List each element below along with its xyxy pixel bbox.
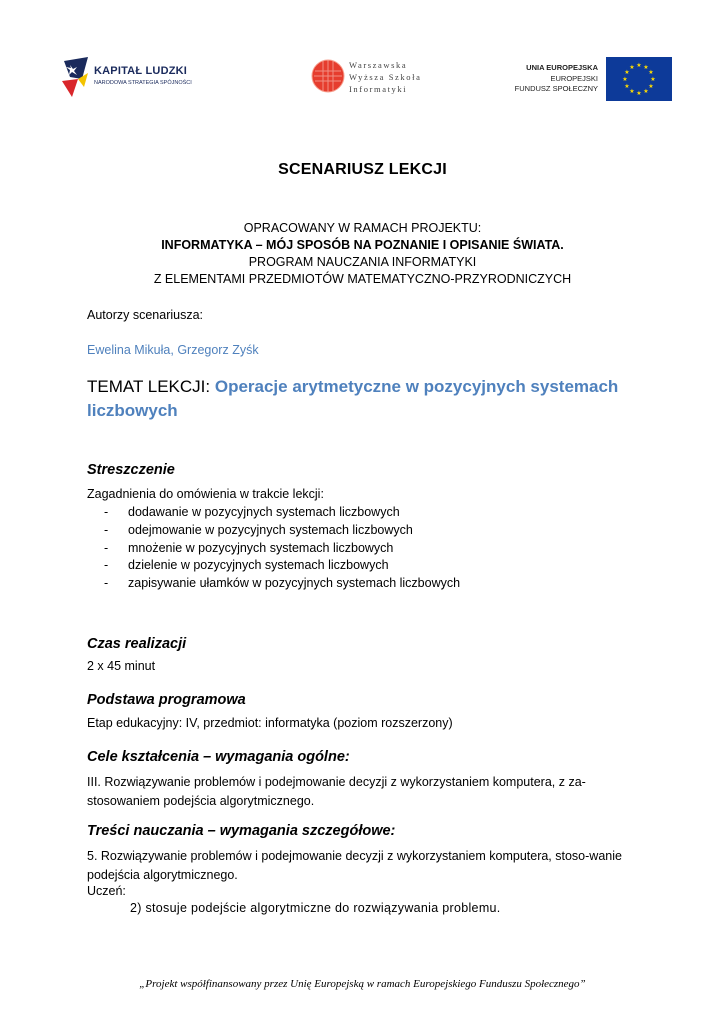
svg-text:★: ★ [622,76,628,83]
list-item: - odejmowanie w pozycyjnych systemach liczbowych [104,522,413,537]
svg-text:★: ★ [648,83,654,90]
kapital-ludzki-logo [60,55,200,99]
summary-heading: Streszczenie [87,462,175,478]
general-goals-text: III. Rozwiązywanie problemów i podejmowanie decyzji z wykorzystaniem komputera, z za-stosowaniem podejścia algorytmicznego. [87,775,586,808]
svg-text:★: ★ [624,69,630,76]
svg-text:★: ★ [624,83,630,90]
svg-text:★: ★ [636,62,642,69]
curriculum-heading: Podstawa programowa [87,692,246,708]
svg-text:★: ★ [650,76,656,83]
footer-note: „Projekt współfinansowany przez Unię Europejską w ramach Europejskiego Funduszu Społecznego” [139,978,586,990]
curriculum-value: Etap edukacyjny: IV, przedmiot: informatyka (poziom rozszerzony) [87,716,453,730]
authors-label: Autorzy scenariusza: [87,308,204,322]
lesson-topic [87,375,647,423]
summary-list [104,504,460,593]
list-item: - mnożenie w pozycyjnych systemach liczbowych [104,540,394,555]
detailed-goals-heading: Treści nauczania – wymagania szczegółowe: [87,823,396,839]
project-name: INFORMATYKA – MÓJ SPOSÓB NA POZNANIE I OPISANIE ŚWIATA. [161,238,564,252]
topic-title: Operacje arytmetyczne w pozycyjnych systemach liczbowych [87,377,619,420]
eu-line-1: UNIA EUROPEJSKA [526,63,598,72]
authors: Ewelina Mikuła, Grzegorz Zyśk [87,343,259,357]
project-intro: OPRACOWANY W RAMACH PROJEKTU: [243,221,482,235]
wwsi-name [349,59,421,95]
svg-text:★: ★ [636,90,642,97]
project-subjects: Z ELEMENTAMI PRZEDMIOTÓW MATEMATYCZNO-PRZYRODNICZYCH [153,272,572,286]
duration-value: 2 x 45 minut [87,659,156,673]
duration-heading: Czas realizacji [87,636,187,652]
kapital-ludzki-subtitle: NARODOWA STRATEGIA SPÓJNOŚCI [94,80,192,86]
project-program: PROGRAM NAUCZANIA INFORMATYKI [248,255,477,269]
kapital-ludzki-emblem-icon [60,55,90,99]
wwsi-line-2: Wyższa Szkoła [349,72,422,82]
svg-text:★: ★ [629,88,635,95]
svg-text:★: ★ [629,64,635,71]
wwsi-emblem-icon [311,59,345,93]
eu-text [515,63,598,95]
eu-logo [497,57,672,101]
detailed-goals-text: 5. Rozwiązywanie problemów i podejmowanie decyzji z wykorzystaniem komputera, stoso-wanie podejścia algorytmicznego. [87,849,622,882]
svg-text:★: ★ [648,69,654,76]
list-item: - dzielenie w pozycyjnych systemach liczbowych [104,558,389,573]
detailed-goal-point: 2) stosuje podejście algorytmiczne do rozwiązywania problemu. [130,901,501,915]
eu-line-2: EUROPEJSKI [550,73,598,83]
svg-text:★: ★ [643,64,649,71]
general-goals-heading: Cele kształcenia – wymagania ogólne: [87,749,350,765]
summary-intro: Zagadnienia do omówienia w trakcie lekcji: [87,487,324,501]
topic-label: TEMAT LEKCJI: [87,377,215,396]
wwsi-line-3: Informatyki [349,84,408,94]
list-item: - dodawanie w pozycyjnych systemach liczbowych [104,505,400,519]
student-label: Uczeń: [87,884,126,898]
document-title: SCENARIUSZ LEKCJI [278,161,447,178]
wwsi-line-1: Warszawska [349,60,408,70]
list-item: - zapisywanie ułamków w pozycyjnych systemach liczbowych [104,576,461,591]
wwsi-logo [311,55,436,97]
eu-flag-icon [606,57,672,101]
svg-text:★: ★ [643,88,649,95]
project-block [0,220,725,288]
kapital-ludzki-title: KAPITAŁ LUDZKI [94,65,188,77]
eu-line-3: FUNDUSZ SPOŁECZNY [514,84,598,93]
